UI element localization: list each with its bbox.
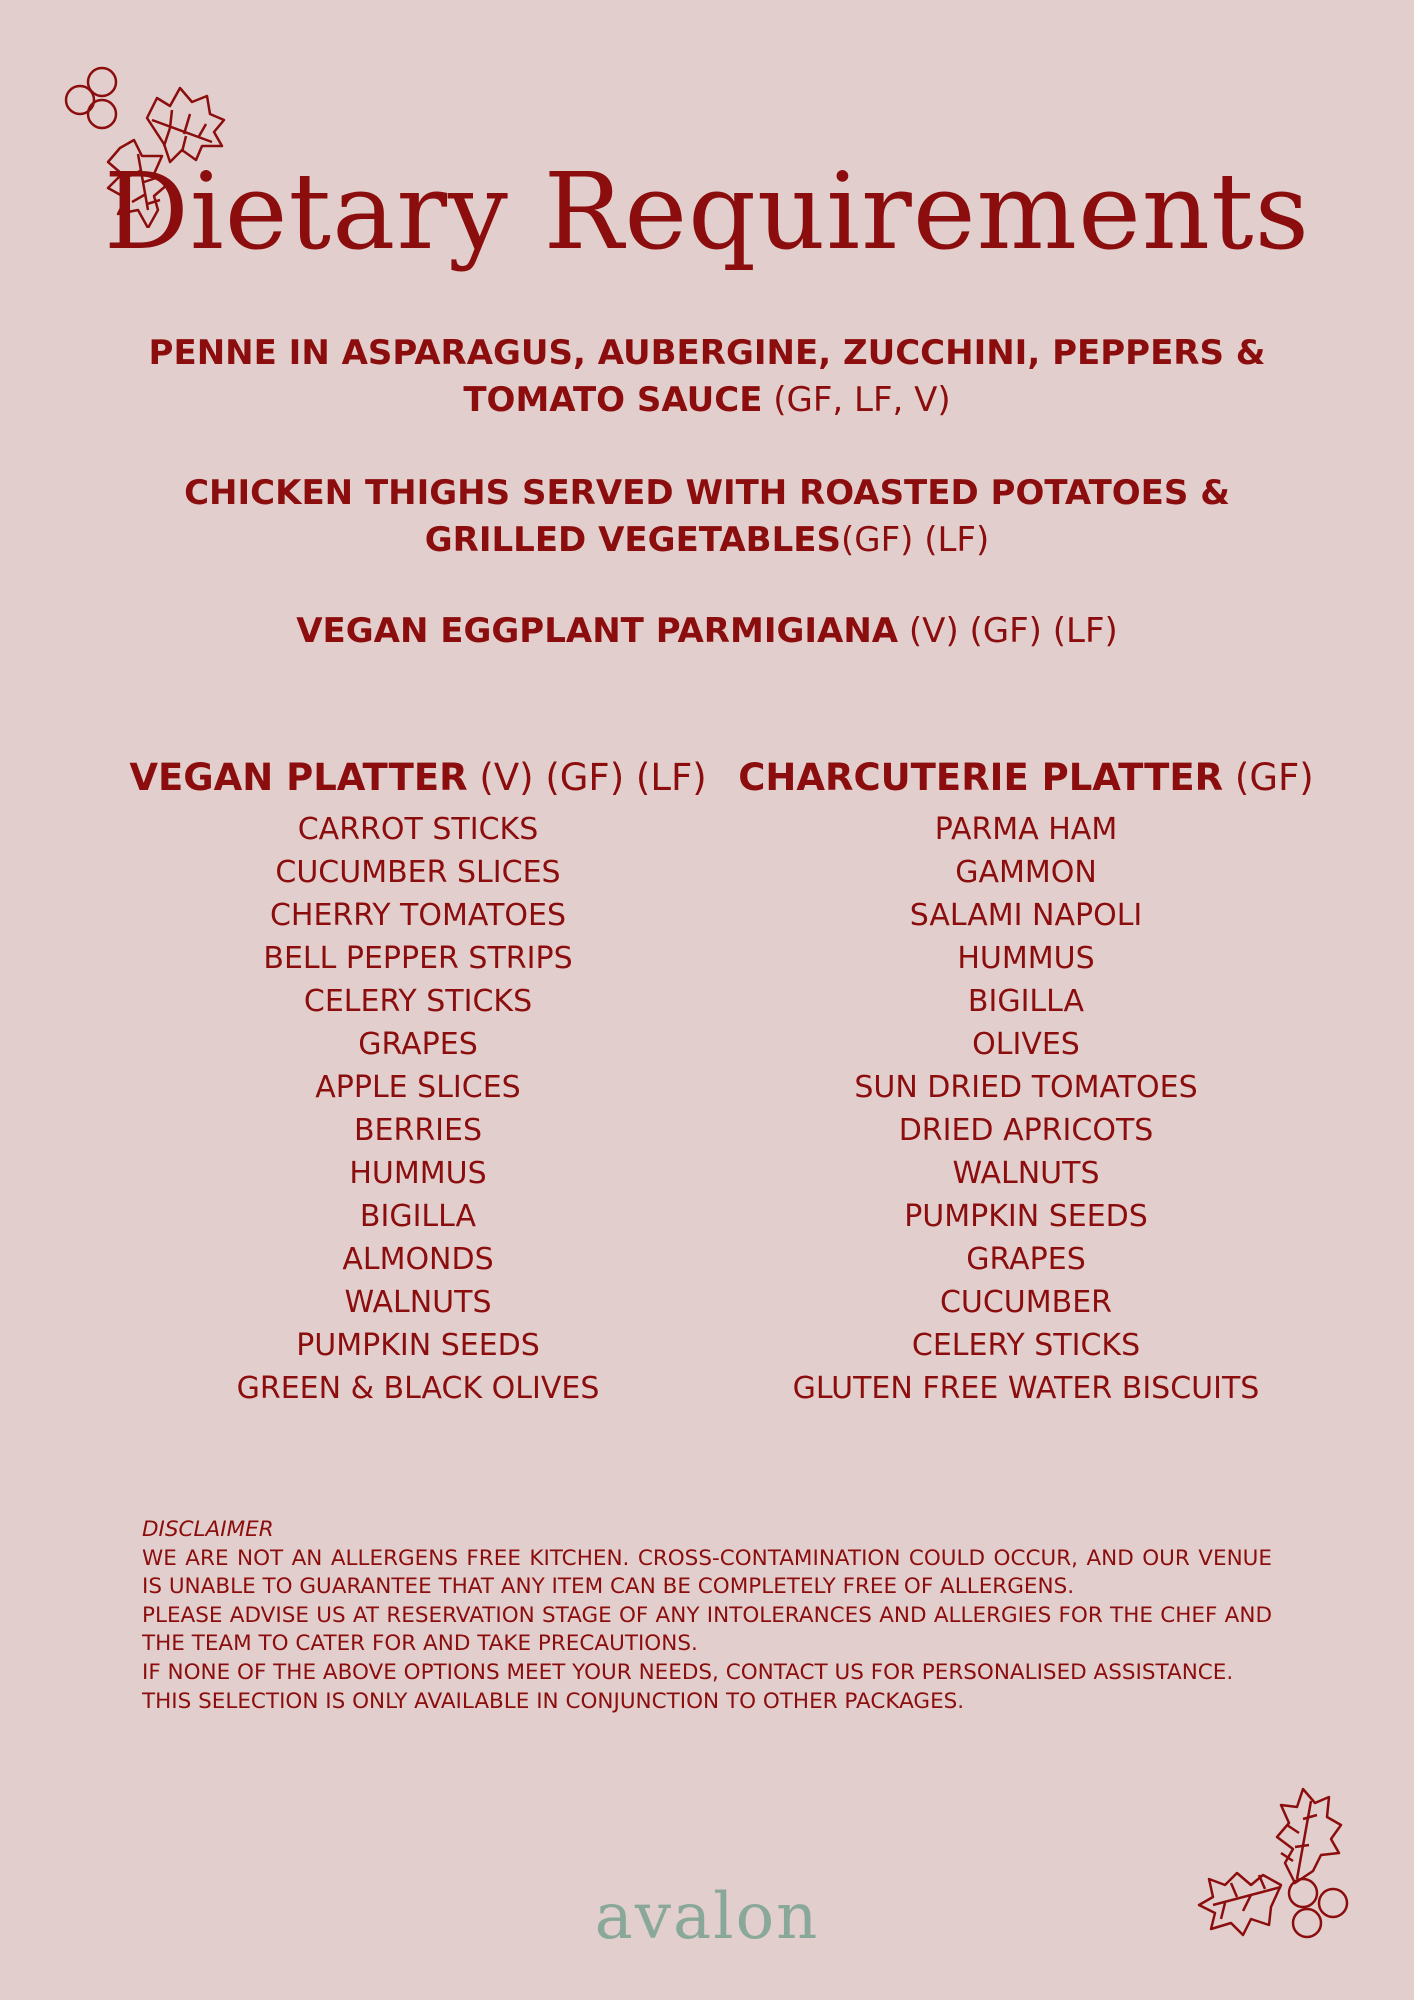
dish-name: PENNE IN ASPARAGUS, AUBERGINE, ZUCCHINI, PEPPERS & TOMATO SAUCE xyxy=(148,333,1266,420)
disclaimer-paragraph: WE ARE NOT AN ALLERGENS FREE KITCHEN. CROSS-CONTAMINATION COULD OCCUR, AND OUR VENUE IS UNABLE TO GUARANTEE THAT ANY ITEM CAN BE COMPLETELY FREE OF ALLERGENS. xyxy=(142,1545,1272,1600)
list-item: GAMMON xyxy=(955,855,1097,890)
vegan-platter xyxy=(108,750,728,1410)
platter-tags: (GF) xyxy=(1223,756,1314,799)
list-item: WALNUTS xyxy=(952,1156,1100,1191)
dish-tags: (V) (GF) (LF) xyxy=(898,611,1118,651)
list-item: CARROT STICKS xyxy=(297,812,539,847)
list-item: PUMPKIN SEEDS xyxy=(904,1199,1148,1234)
dish-item xyxy=(120,608,1294,655)
charcuterie-platter xyxy=(716,750,1336,1410)
list-item: SUN DRIED TOMATOES xyxy=(854,1070,1198,1105)
list-item: GREEN & BLACK OLIVES xyxy=(236,1371,600,1406)
platter-title: VEGAN PLATTER xyxy=(129,756,468,799)
platter-tags: (V) (GF) (LF) xyxy=(467,756,707,799)
list-item: CUCUMBER SLICES xyxy=(275,855,561,890)
list-item: CELERY STICKS xyxy=(303,984,533,1019)
list-item: HUMMUS xyxy=(349,1156,487,1191)
dish-name: CHICKEN THIGHS SERVED WITH ROASTED POTATOES & GRILLED VEGETABLES xyxy=(184,473,1230,560)
platter-item-list xyxy=(716,808,1336,1410)
disclaimer-paragraph: PLEASE ADVISE US AT RESERVATION STAGE OF ANY INTOLERANCES AND ALLERGIES FOR THE CHEF AND THE TEAM TO CATER FOR AND TAKE PRECAUTIONS. xyxy=(142,1602,1272,1657)
disclaimer-heading: DISCLAIMER xyxy=(142,1517,274,1542)
dish-item xyxy=(120,470,1294,564)
list-item: PUMPKIN SEEDS xyxy=(296,1328,540,1363)
list-item: SALAMI NAPOLI xyxy=(909,898,1143,933)
list-item: GLUTEN FREE WATER BISCUITS xyxy=(792,1371,1260,1406)
list-item: GRAPES xyxy=(358,1027,478,1062)
list-item: CUCUMBER xyxy=(939,1285,1113,1320)
list-item: CELERY STICKS xyxy=(911,1328,1141,1363)
dish-tags: (GF, LF, V) xyxy=(762,380,951,420)
list-item: BERRIES xyxy=(353,1113,483,1148)
disclaimer xyxy=(142,1516,1272,1716)
avalon-logo: avalon xyxy=(594,1880,820,1954)
list-item: CHERRY TOMATOES xyxy=(269,898,567,933)
list-item: BIGILLA xyxy=(359,1199,477,1234)
page-title: Dietary Requirements xyxy=(103,150,1311,273)
platter-title: CHARCUTERIE PLATTER xyxy=(738,756,1224,799)
dish-tags: (GF) (LF) xyxy=(840,520,990,560)
list-item: DRIED APRICOTS xyxy=(898,1113,1154,1148)
disclaimer-paragraph: THIS SELECTION IS ONLY AVAILABLE IN CONJUNCTION TO OTHER PACKAGES. xyxy=(142,1688,965,1714)
platter-heading xyxy=(716,750,1336,806)
list-item: APPLE SLICES xyxy=(315,1070,521,1105)
dish-item xyxy=(120,330,1294,424)
list-item: BELL PEPPER STRIPS xyxy=(263,941,573,976)
platter-item-list xyxy=(108,808,728,1410)
list-item: OLIVES xyxy=(972,1027,1080,1062)
list-item: PARMA HAM xyxy=(934,812,1118,847)
list-item: WALNUTS xyxy=(344,1285,492,1320)
list-item: HUMMUS xyxy=(957,941,1095,976)
list-item: BIGILLA xyxy=(967,984,1085,1019)
platter-heading xyxy=(108,750,728,806)
list-item: ALMONDS xyxy=(342,1242,494,1277)
list-item: GRAPES xyxy=(966,1242,1086,1277)
dish-name: VEGAN EGGPLANT PARMIGIANA xyxy=(296,611,899,651)
disclaimer-paragraph: IF NONE OF THE ABOVE OPTIONS MEET YOUR NEEDS, CONTACT US FOR PERSONALISED ASSISTANCE. xyxy=(142,1659,1234,1685)
